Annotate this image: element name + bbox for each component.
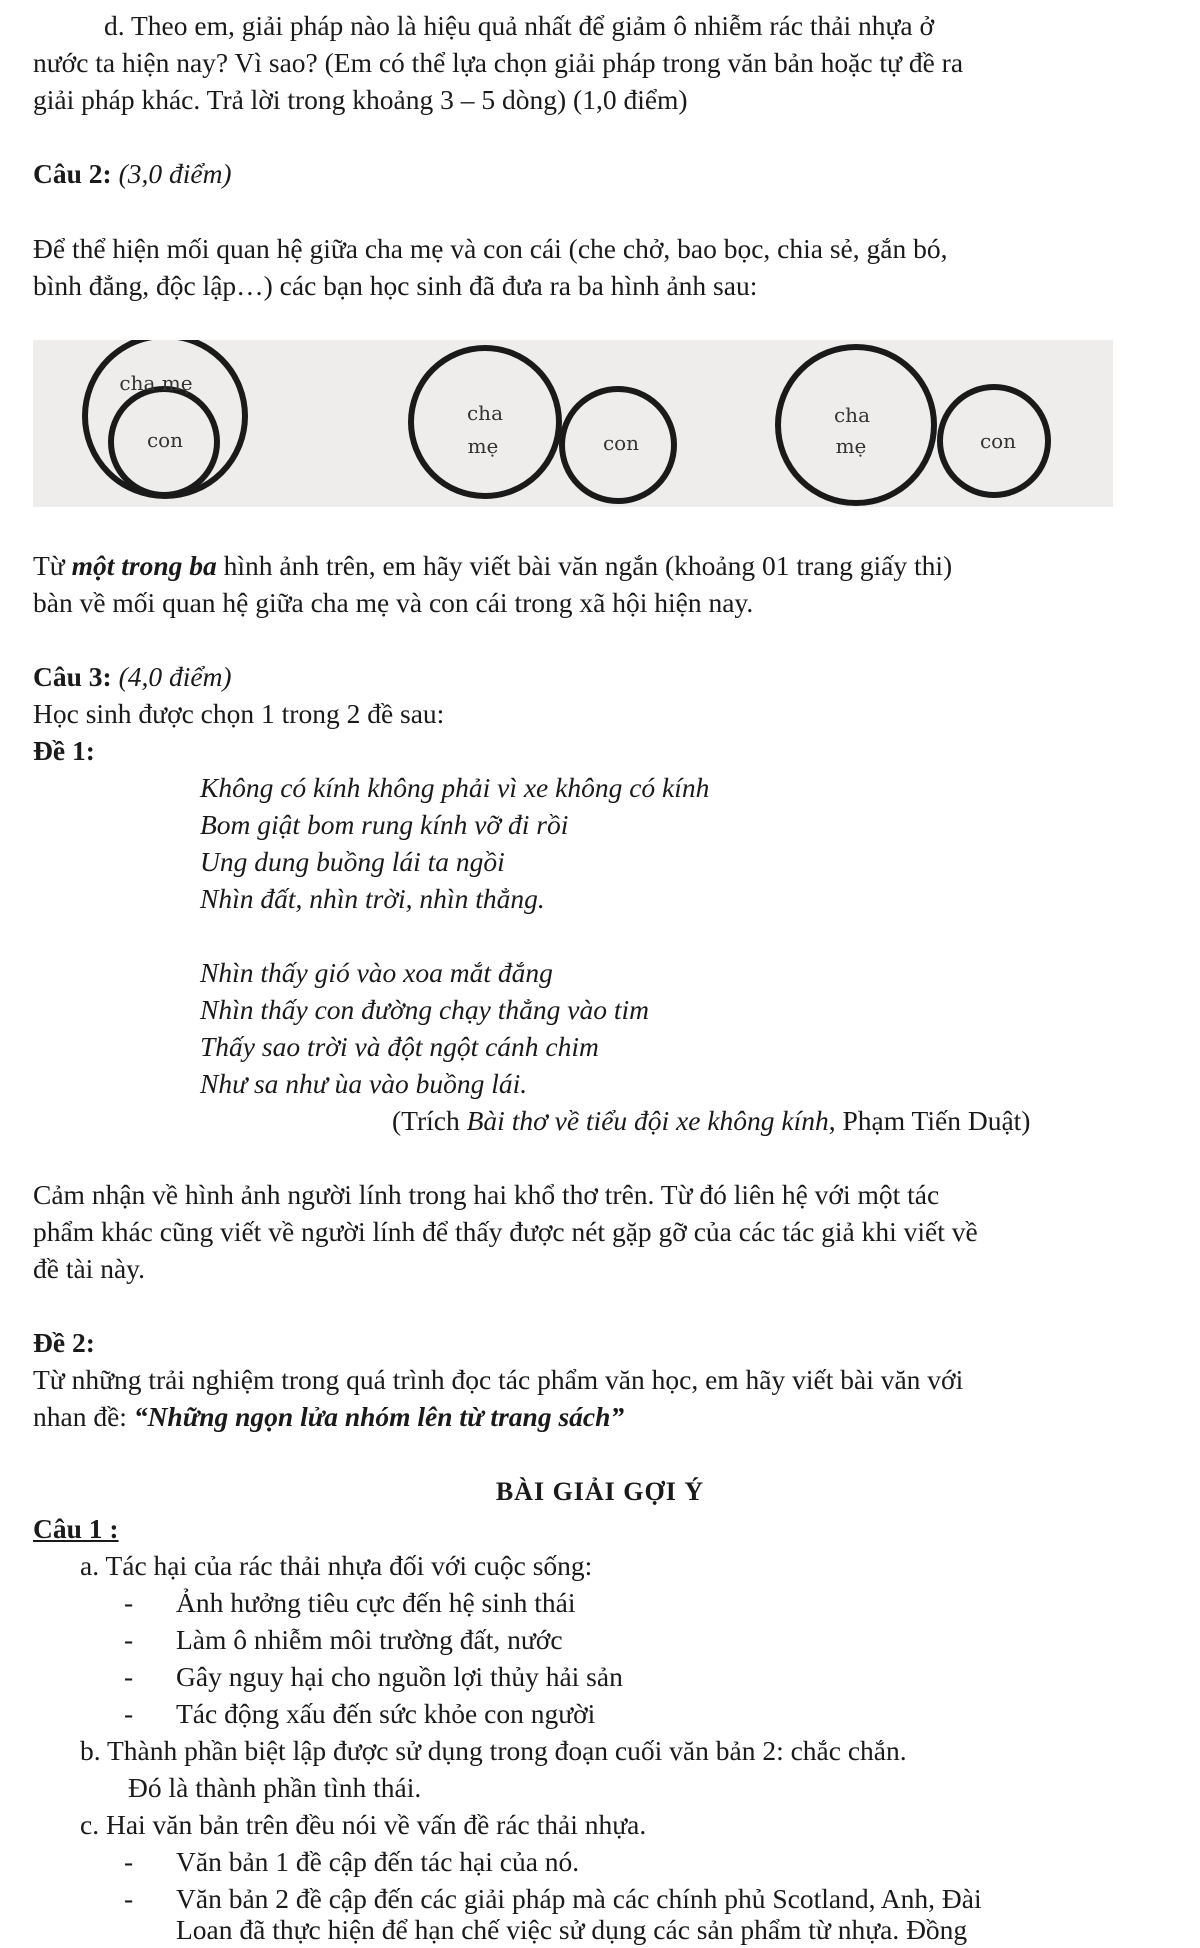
poem-line-4: Nhìn đất, nhìn trời, nhìn thẳng. <box>200 883 545 914</box>
de1-task-line-2: phẩm khác cũng viết về người lính để thấy được nét gặp gỡ của các tác giả khi viết về <box>33 1216 978 1247</box>
de1-task-line-3: đề tài này. <box>33 1253 145 1284</box>
de2-task-line-2 <box>33 1399 624 1435</box>
poem-source <box>392 1103 1030 1139</box>
de1-task-line-1: Cảm nhận về hình ảnh người lính trong hai khổ thơ trên. Từ đó liên hệ với một tác <box>33 1179 940 1210</box>
cau3-heading <box>33 659 232 695</box>
de2-task-prefix: nhan đề: <box>33 1401 134 1432</box>
cau2-heading <box>33 156 232 192</box>
parent-child-figure <box>33 340 1113 507</box>
cau2-task-line-2: bàn về mối quan hệ giữa cha mẹ và con cái trong xã hội hiện nay. <box>33 587 754 618</box>
cau2-intro-line-2: bình đẳng, độc lập…) các bạn học sinh đã đưa ra ba hình ảnh sau: <box>33 270 758 301</box>
cau2-task-emphasis: một trong ba <box>71 550 217 581</box>
poem-line-8: Như sa như ùa vào buồng lái. <box>200 1068 528 1099</box>
bullet-dash: - <box>124 1846 134 1877</box>
answer-b-line-2: Đó là thành phần tình thái. <box>128 1772 422 1803</box>
fig2-con-label: con <box>602 431 640 455</box>
question-d-line-1: d. Theo em, giải pháp nào là hiệu quả nhất để giảm ô nhiễm rác thải nhựa ở <box>104 10 935 41</box>
answer-a: a. Tác hại của rác thải nhựa đối với cuộc sống: <box>80 1550 593 1581</box>
source-author: , Phạm Tiến Duật) <box>828 1105 1031 1136</box>
poem-line-2: Bom giật bom rung kính vỡ đi rồi <box>200 809 569 840</box>
bullet-dash: - <box>124 1624 134 1655</box>
bullet-dash: - <box>124 1698 134 1729</box>
de2-essay-title: “Những ngọn lửa nhóm lên từ trang sách” <box>133 1401 625 1432</box>
cau2-task-text-c: hình ảnh trên, em hãy viết bài văn ngắn (khoảng 01 trang giấy thi) <box>216 550 953 581</box>
fig3-me-label: mẹ <box>835 434 867 458</box>
question-d-line-2: nước ta hiện nay? Vì sao? (Em có thể lựa chọn giải pháp trong văn bản hoặc tự đề ra <box>33 47 964 78</box>
de2-task-line-1: Từ những trải nghiệm trong quá trình đọc tác phẩm văn học, em hãy viết bài văn với <box>33 1364 964 1395</box>
answer-a-item-1: Ảnh hưởng tiêu cực đến hệ sinh thái <box>176 1587 576 1618</box>
cau3-score: (4,0 điểm) <box>118 661 232 692</box>
fig1-outer-circle <box>85 340 245 496</box>
answer-b-line-1: b. Thành phần biệt lập được sử dụng trong đoạn cuối văn bản 2: chắc chắn. <box>80 1735 907 1766</box>
circles-diagram <box>33 340 1113 507</box>
poem-line-6: Nhìn thấy con đường chạy thẳng vào tim <box>200 994 649 1025</box>
de2-label: Đề 2: <box>33 1327 95 1358</box>
cau3-intro: Học sinh được chọn 1 trong 2 đề sau: <box>33 698 445 729</box>
question-d-line-3: giải pháp khác. Trả lời trong khoảng 3 – 5 dòng) (1,0 điểm) <box>33 84 688 115</box>
cau3-label: Câu 3: <box>33 661 112 692</box>
answer-c-item-2-cont: Loan đã thực hiện để hạn chế việc sử dụng các sản phẩm từ nhựa. Đồng <box>176 1914 968 1945</box>
fig3-cha-label: cha <box>833 403 871 427</box>
poem-line-5: Nhìn thấy gió vào xoa mắt đắng <box>200 957 553 988</box>
poem-line-7: Thấy sao trời và đột ngột cánh chim <box>200 1031 599 1062</box>
fig3-con-label: con <box>979 429 1017 453</box>
answer-a-item-2: Làm ô nhiễm môi trường đất, nước <box>176 1624 563 1655</box>
answer-a-item-3: Gây nguy hại cho nguồn lợi thủy hải sản <box>176 1661 623 1692</box>
de1-label: Đề 1: <box>33 735 95 766</box>
fig2-cha-label: cha <box>466 401 504 425</box>
cau2-task-text-a: Từ <box>33 550 72 581</box>
poem-line-3: Ung dung buồng lái ta ngồi <box>200 846 505 877</box>
bullet-dash: - <box>124 1883 134 1914</box>
bullet-dash: - <box>124 1587 134 1618</box>
fig1-outer-label: cha mẹ <box>119 371 193 395</box>
answer-c: c. Hai văn bản trên đều nói về vấn đề rác thải nhựa. <box>80 1809 647 1840</box>
answer-title: BÀI GIẢI GỢI Ý <box>495 1477 705 1506</box>
cau2-task-line-1 <box>33 548 952 584</box>
cau2-label: Câu 2: <box>33 158 112 189</box>
answer-cau1-label: Câu 1 : <box>33 1513 119 1544</box>
answer-a-item-4: Tác động xấu đến sức khỏe con người <box>176 1698 596 1729</box>
fig1-inner-label: con <box>146 428 184 452</box>
bullet-dash: - <box>124 1661 134 1692</box>
cau2-score: (3,0 điểm) <box>118 158 232 189</box>
cau2-intro-line-1: Để thể hiện mối quan hệ giữa cha mẹ và con cái (che chở, bao bọc, chia sẻ, gắn bó, <box>33 233 948 264</box>
fig2-me-label: mẹ <box>467 434 499 458</box>
answer-c-item-1: Văn bản 1 đề cập đến tác hại của nó. <box>176 1846 580 1877</box>
source-title: Bài thơ về tiểu đội xe không kính <box>466 1105 829 1136</box>
answer-c-item-2: Văn bản 2 đề cập đến các giải pháp mà các chính phủ Scotland, Anh, Đài <box>176 1883 982 1914</box>
source-prefix: (Trích <box>392 1105 467 1136</box>
poem-line-1: Không có kính không phải vì xe không có kính <box>200 772 710 803</box>
